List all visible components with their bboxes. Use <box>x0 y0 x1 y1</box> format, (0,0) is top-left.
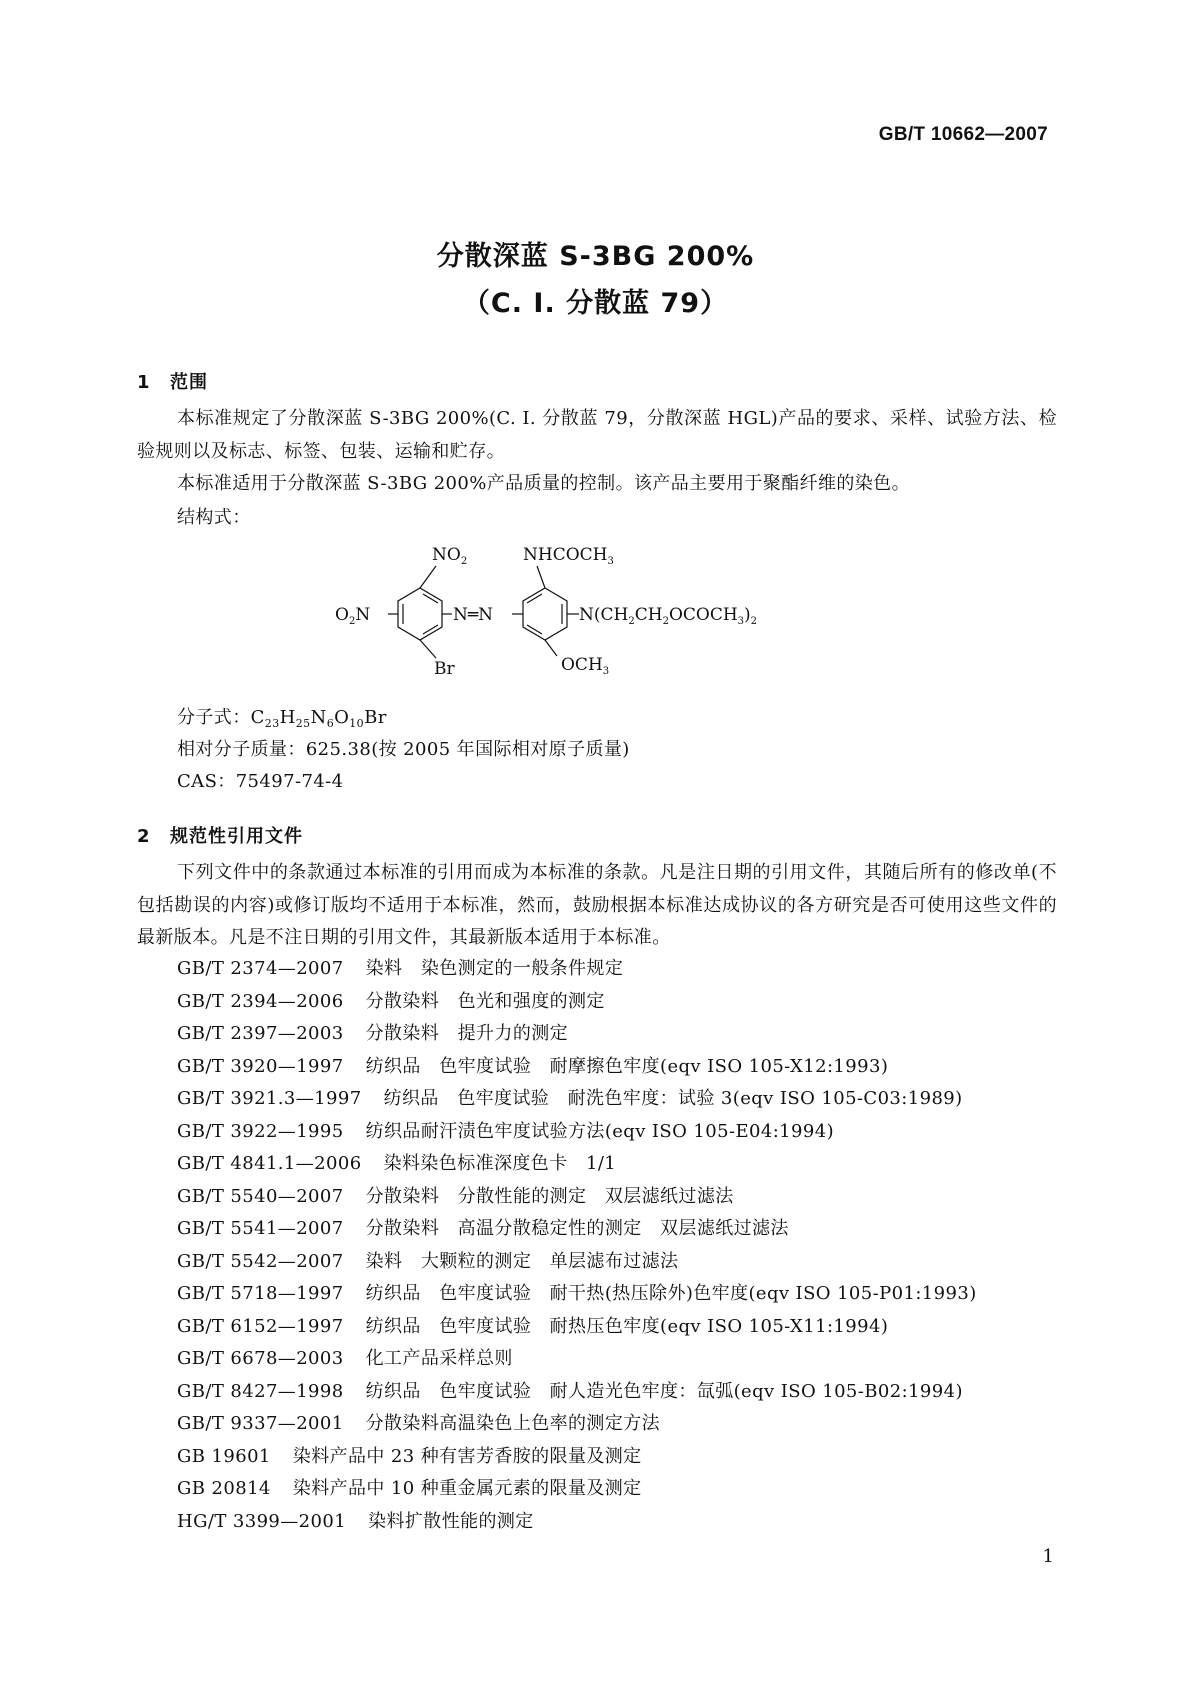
reference-item <box>177 1278 977 1311</box>
reference-title: 分散染料 分散性能的测定 双层滤纸过滤法 <box>365 1185 734 1207</box>
reference-item <box>177 953 977 986</box>
reference-item <box>177 1473 977 1506</box>
reference-title: 化工产品采样总则 <box>365 1348 513 1369</box>
document-subtitle: （C. I. 分散蓝 79） <box>462 288 729 319</box>
bromo-group: Br <box>434 659 455 679</box>
reference-code: GB/T 3921.3—1997 <box>177 1088 362 1109</box>
reference-code: GB/T 5542—2007 <box>177 1250 344 1272</box>
reference-code: GB/T 5718—1997 <box>177 1283 344 1304</box>
formula-subscript: 25 <box>295 717 311 730</box>
azo-group: N═N <box>453 605 493 625</box>
reference-code: GB/T 8427—1998 <box>177 1380 344 1402</box>
reference-code: GB/T 3922—1995 <box>177 1120 344 1142</box>
reference-code: HG/T 3399—2001 <box>177 1510 347 1532</box>
reference-code: GB/T 6152—1997 <box>177 1315 344 1337</box>
reference-item <box>177 1083 977 1116</box>
scope-paragraph-1: 本标准规定了分散深蓝 S-3BG 200%(C. I. 分散蓝 79，分散深蓝 HGL)产品的要求、采样、试验方法、检验规则以及标志、标签、包装、运输和贮存。 <box>137 408 1057 462</box>
normative-references-paragraph: 下列文件中的条款通过本标准的引用而成为本标准的条款。凡是注日期的引用文件，其随后所有的修改单(不包括勘误的内容)或修订版均不适用于本标准，然而，鼓励根据本标准达成协议的各方研究是否可使用这些文件的最新版本。凡是不注日期的引用文件，其最新版本适用于本标准。 <box>137 862 1057 948</box>
reference-code: GB/T 5541—2007 <box>177 1218 344 1239</box>
acetamido-group: $NHCOCH_3$ <box>523 545 614 567</box>
methoxy-group: $OCH_3$ <box>561 655 610 677</box>
reference-item <box>177 1311 977 1344</box>
reference-title: 染料染色标准深度色卡 1/1 <box>383 1153 617 1174</box>
scope-paragraph-2: 本标准适用于分散深蓝 S-3BG 200%产品质量的控制。该产品主要用于聚酯纤维的染色。 <box>177 473 910 494</box>
section-1-heading <box>137 368 208 394</box>
section-title: 范围 <box>170 372 208 393</box>
reference-code: GB/T 2374—2007 <box>177 958 344 979</box>
molecular-mass-note: (按 2005 年国际相对原子质量) <box>371 739 630 760</box>
reference-title: 染料 大颗粒的测定 单层滤布过滤法 <box>365 1250 679 1272</box>
reference-item <box>177 1343 977 1376</box>
reference-item <box>177 1376 977 1409</box>
structural-formula <box>335 545 820 679</box>
reference-title: 纺织品耐汗渍色牢度试验方法(eqv ISO 105-E04:1994) <box>365 1120 835 1142</box>
reference-code: GB/T 4841.1—2006 <box>177 1153 362 1174</box>
reference-code: GB/T 6678—2003 <box>177 1348 344 1369</box>
reference-item <box>177 1018 977 1051</box>
page-number: 1 <box>1042 1546 1054 1567</box>
structure-label: 结构式： <box>177 507 251 528</box>
reference-title: 染料扩散性能的测定 <box>368 1510 534 1532</box>
document-title: 分散深蓝 S-3BG 200% <box>436 241 755 272</box>
molecular-mass-value: 625.38 <box>305 739 372 760</box>
reference-code: GB/T 5540—2007 <box>177 1185 344 1207</box>
reference-title: 纺织品 色牢度试验 耐热压色牢度(eqv ISO 105-X11:1994) <box>365 1315 889 1337</box>
standard-code: GB/T 10662—2007 <box>878 124 1048 145</box>
section-number: 1 <box>137 372 151 393</box>
reference-item <box>177 1181 977 1214</box>
section-number: 2 <box>137 826 151 847</box>
reference-item <box>177 1116 977 1149</box>
reference-title: 纺织品 色牢度试验 耐摩擦色牢度(eqv ISO 105-X12:1993) <box>365 1055 889 1077</box>
nitro-group-left: $O_2N$ <box>335 605 371 627</box>
formula-subscript: 10 <box>349 717 365 730</box>
reference-item <box>177 1408 977 1441</box>
section-2-heading <box>137 822 303 848</box>
molecular-formula-value: $C_{23}H_{25}N_6O_{10}Br$ <box>250 707 387 730</box>
reference-item <box>177 1506 977 1539</box>
reference-item <box>177 1441 977 1474</box>
cas-value: 75497-74-4 <box>235 771 344 792</box>
cas-number <box>177 767 343 793</box>
reference-title: 染料 染色测定的一般条件规定 <box>365 958 624 979</box>
molecular-formula <box>177 703 387 729</box>
reference-title: 分散染料 提升力的测定 <box>365 1023 569 1044</box>
molecular-formula-label: 分子式： <box>177 707 251 728</box>
reference-title: 染料产品中 23 种有害芳香胺的限量及测定 <box>292 1445 642 1467</box>
reference-item <box>177 986 977 1019</box>
reference-item <box>177 1246 977 1279</box>
reference-item <box>177 1213 977 1246</box>
reference-title: 分散染料高温染色上色率的测定方法 <box>365 1413 661 1434</box>
reference-list <box>177 953 977 1538</box>
reference-title: 纺织品 色牢度试验 耐人造光色牢度：氙弧(eqv ISO 105-B02:1994) <box>365 1380 963 1402</box>
cas-label: CAS： <box>177 771 236 792</box>
amine-chain-group: $N(CH_2CH_2OCOCH_3)_2$ <box>579 605 758 627</box>
formula-subscript: 23 <box>264 717 280 730</box>
reference-title: 纺织品 色牢度试验 耐洗色牢度：试验 3(eqv ISO 105-C03:1989) <box>383 1088 963 1109</box>
reference-code: GB/T 2394—2006 <box>177 990 344 1012</box>
section-title: 规范性引用文件 <box>170 826 303 847</box>
reference-item <box>177 1051 977 1084</box>
nitro-group-top: $NO_2$ <box>432 545 468 567</box>
structural-formula-diagram <box>335 545 820 679</box>
reference-code: GB/T 3920—1997 <box>177 1055 344 1077</box>
reference-title: 分散染料 色光和强度的测定 <box>365 990 605 1012</box>
reference-item <box>177 1148 977 1181</box>
molecular-mass <box>177 735 630 761</box>
molecular-mass-label: 相对分子质量： <box>177 739 306 760</box>
reference-code: GB 20814 <box>177 1478 271 1499</box>
reference-code: GB 19601 <box>177 1445 271 1467</box>
reference-title: 染料产品中 10 种重金属元素的限量及测定 <box>292 1478 642 1499</box>
reference-title: 纺织品 色牢度试验 耐干热(热压除外)色牢度(eqv ISO 105-P01:1993) <box>365 1283 977 1304</box>
benzene-ring-left <box>398 588 442 640</box>
reference-code: GB/T 9337—2001 <box>177 1413 344 1434</box>
reference-code: GB/T 2397—2003 <box>177 1023 344 1044</box>
benzene-ring-right <box>523 588 567 640</box>
formula-subscript: 6 <box>326 717 335 730</box>
reference-title: 分散染料 高温分散稳定性的测定 双层滤纸过滤法 <box>365 1218 789 1239</box>
